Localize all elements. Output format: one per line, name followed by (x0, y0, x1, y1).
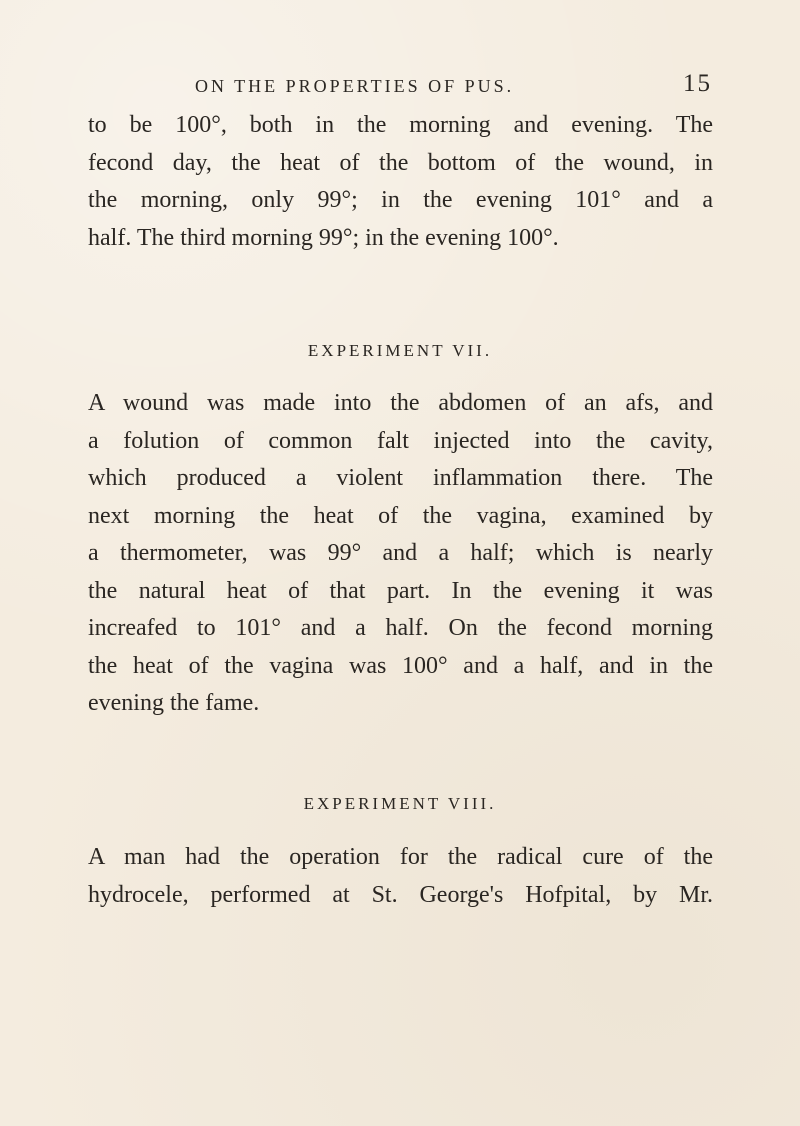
paragraph-experiment-viii (88, 839, 713, 914)
text-line: fecond day, the heat of the bottom of the wound, in (88, 149, 713, 176)
text-line: increafed to 101° and a half. On the fecond morning (88, 615, 713, 641)
text-line: hydrocele, performed at St. George's Hofpital, by Mr. (88, 881, 713, 908)
text-line: half. The third morning 99°; in the evening 100°. (88, 224, 559, 251)
page-number: 15 (683, 70, 712, 97)
text-line: to be 100°, both in the morning and evening. The (88, 112, 713, 138)
text-line: the morning, only 99°; in the evening 101° and a (88, 187, 713, 213)
text-line: next morning the heat of the vagina, examined by (88, 502, 713, 529)
running-head: ON THE PROPERTIES OF PUS. (195, 76, 515, 96)
text-line: a folution of common falt injected into the cavity, (88, 427, 713, 454)
text-line: which produced a violent inflammation there. The (88, 465, 713, 491)
experiment-heading: EXPERIMENT VIII. (303, 794, 497, 813)
text-line: a thermometer, was 99° and a half; which is nearly (88, 540, 713, 566)
text-line: A man had the operation for the radical cure of the (88, 844, 713, 870)
text-line: A wound was made into the abdomen of an afs, and (88, 390, 713, 416)
paragraph-experiment-vii (88, 385, 713, 723)
text-line: evening the fame. (88, 690, 260, 716)
text-line: the heat of the vagina was 100° and a half, and in the (88, 652, 713, 679)
text-line: the natural heat of that part. In the evening it was (88, 577, 713, 604)
experiment-heading: EXPERIMENT VII. (307, 341, 493, 360)
paragraph-intro (88, 107, 713, 257)
